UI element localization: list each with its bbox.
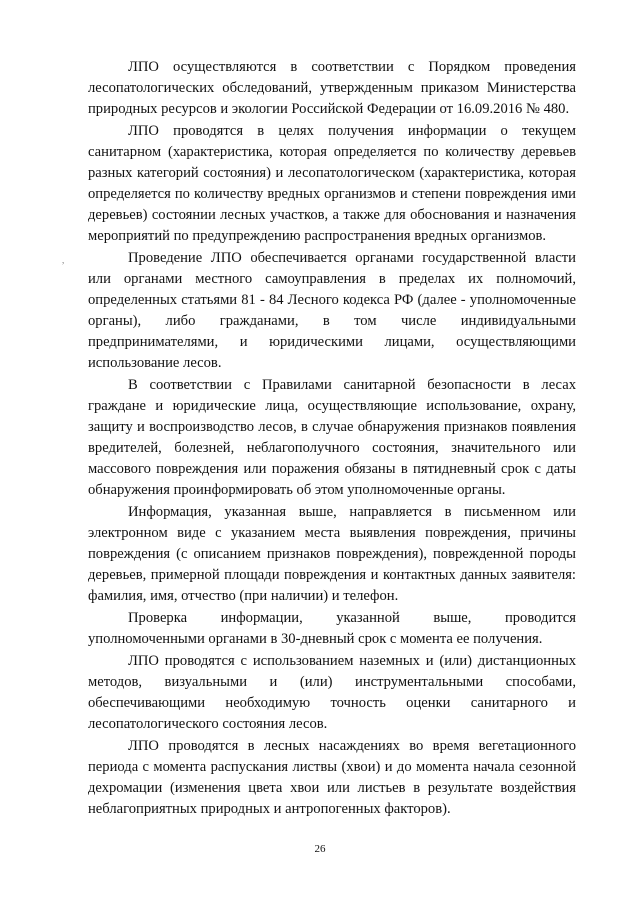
- paragraph-7: ЛПО проводятся с использованием наземных и (или) дистанционных методов, визуальными и (или) инструментальными способами, обеспечивающими необходимую точность оценки санитарного и лесопатологического состояния лесов.: [88, 653, 576, 732]
- paragraph-6: Проверка информации, указанной выше, проводится уполномоченными органами в 30-дневный срок с момента ее получения.: [88, 610, 576, 647]
- paragraph-5: Информация, указанная выше, направляется в письменном или электронном виде с указанием места выявления повреждения, причины повреждения (с описанием признаков повреждения), поврежденной породы деревьев, примерной площади повреждения и контактных данных заявителя: фамилия, имя, отчество (при наличии) и телефон.: [88, 504, 576, 604]
- paragraph-2: ЛПО проводятся в целях получения информации о текущем санитарном (характеристика, которая определяется по количеству деревьев разных категорий состояния) и лесопатологическом (характеристика, которая определяется по количеству вредных организмов и степени повреждения ими деревьев) состоянии лесных участков, а также для обоснования и назначения мероприятий по предупреждению распространения вредных организмов.: [88, 123, 576, 244]
- paragraph-3: Проведение ЛПО обеспечивается органами государственной власти или органами местного самоуправления в пределах их полномочий, определенных статьями 81 - 84 Лесного кодекса РФ (далее - уполномоченные органы), либо гражданами, в том числе индивидуальными предпринимателями, и юридическими лицами, осуществляющими использование лесов.: [88, 250, 576, 371]
- paragraph-1: ЛПО осуществляются в соответствии с Порядком проведения лесопатологических обследований, утвержденным приказом Министерства природных ресурсов и экологии Российской Федерации от 16.09.2016 № 480.: [88, 59, 576, 117]
- scan-artifact-mark: ,: [62, 255, 65, 265]
- document-body: [88, 57, 576, 821]
- page-number: 26: [314, 843, 326, 855]
- paragraph-8: ЛПО проводятся в лесных насаждениях во время вегетационного периода с момента распускания листвы (хвои) и до момента начала сезонной дехромации (изменения цвета хвои или листьев в результате воздействия неблагоприятных природных и антропогенных факторов).: [88, 738, 576, 817]
- paragraph-4: В соответствии с Правилами санитарной безопасности в лесах граждане и юридические лица, осуществляющие использование, охрану, защиту и воспроизводство лесов, в случае обнаружения признаков появления вредителей, болезней, неблагополучного состояния, значительного или массового повреждения или поражения обязаны в пятидневный срок с даты обнаружения проинформировать об этом уполномоченные органы.: [88, 377, 576, 498]
